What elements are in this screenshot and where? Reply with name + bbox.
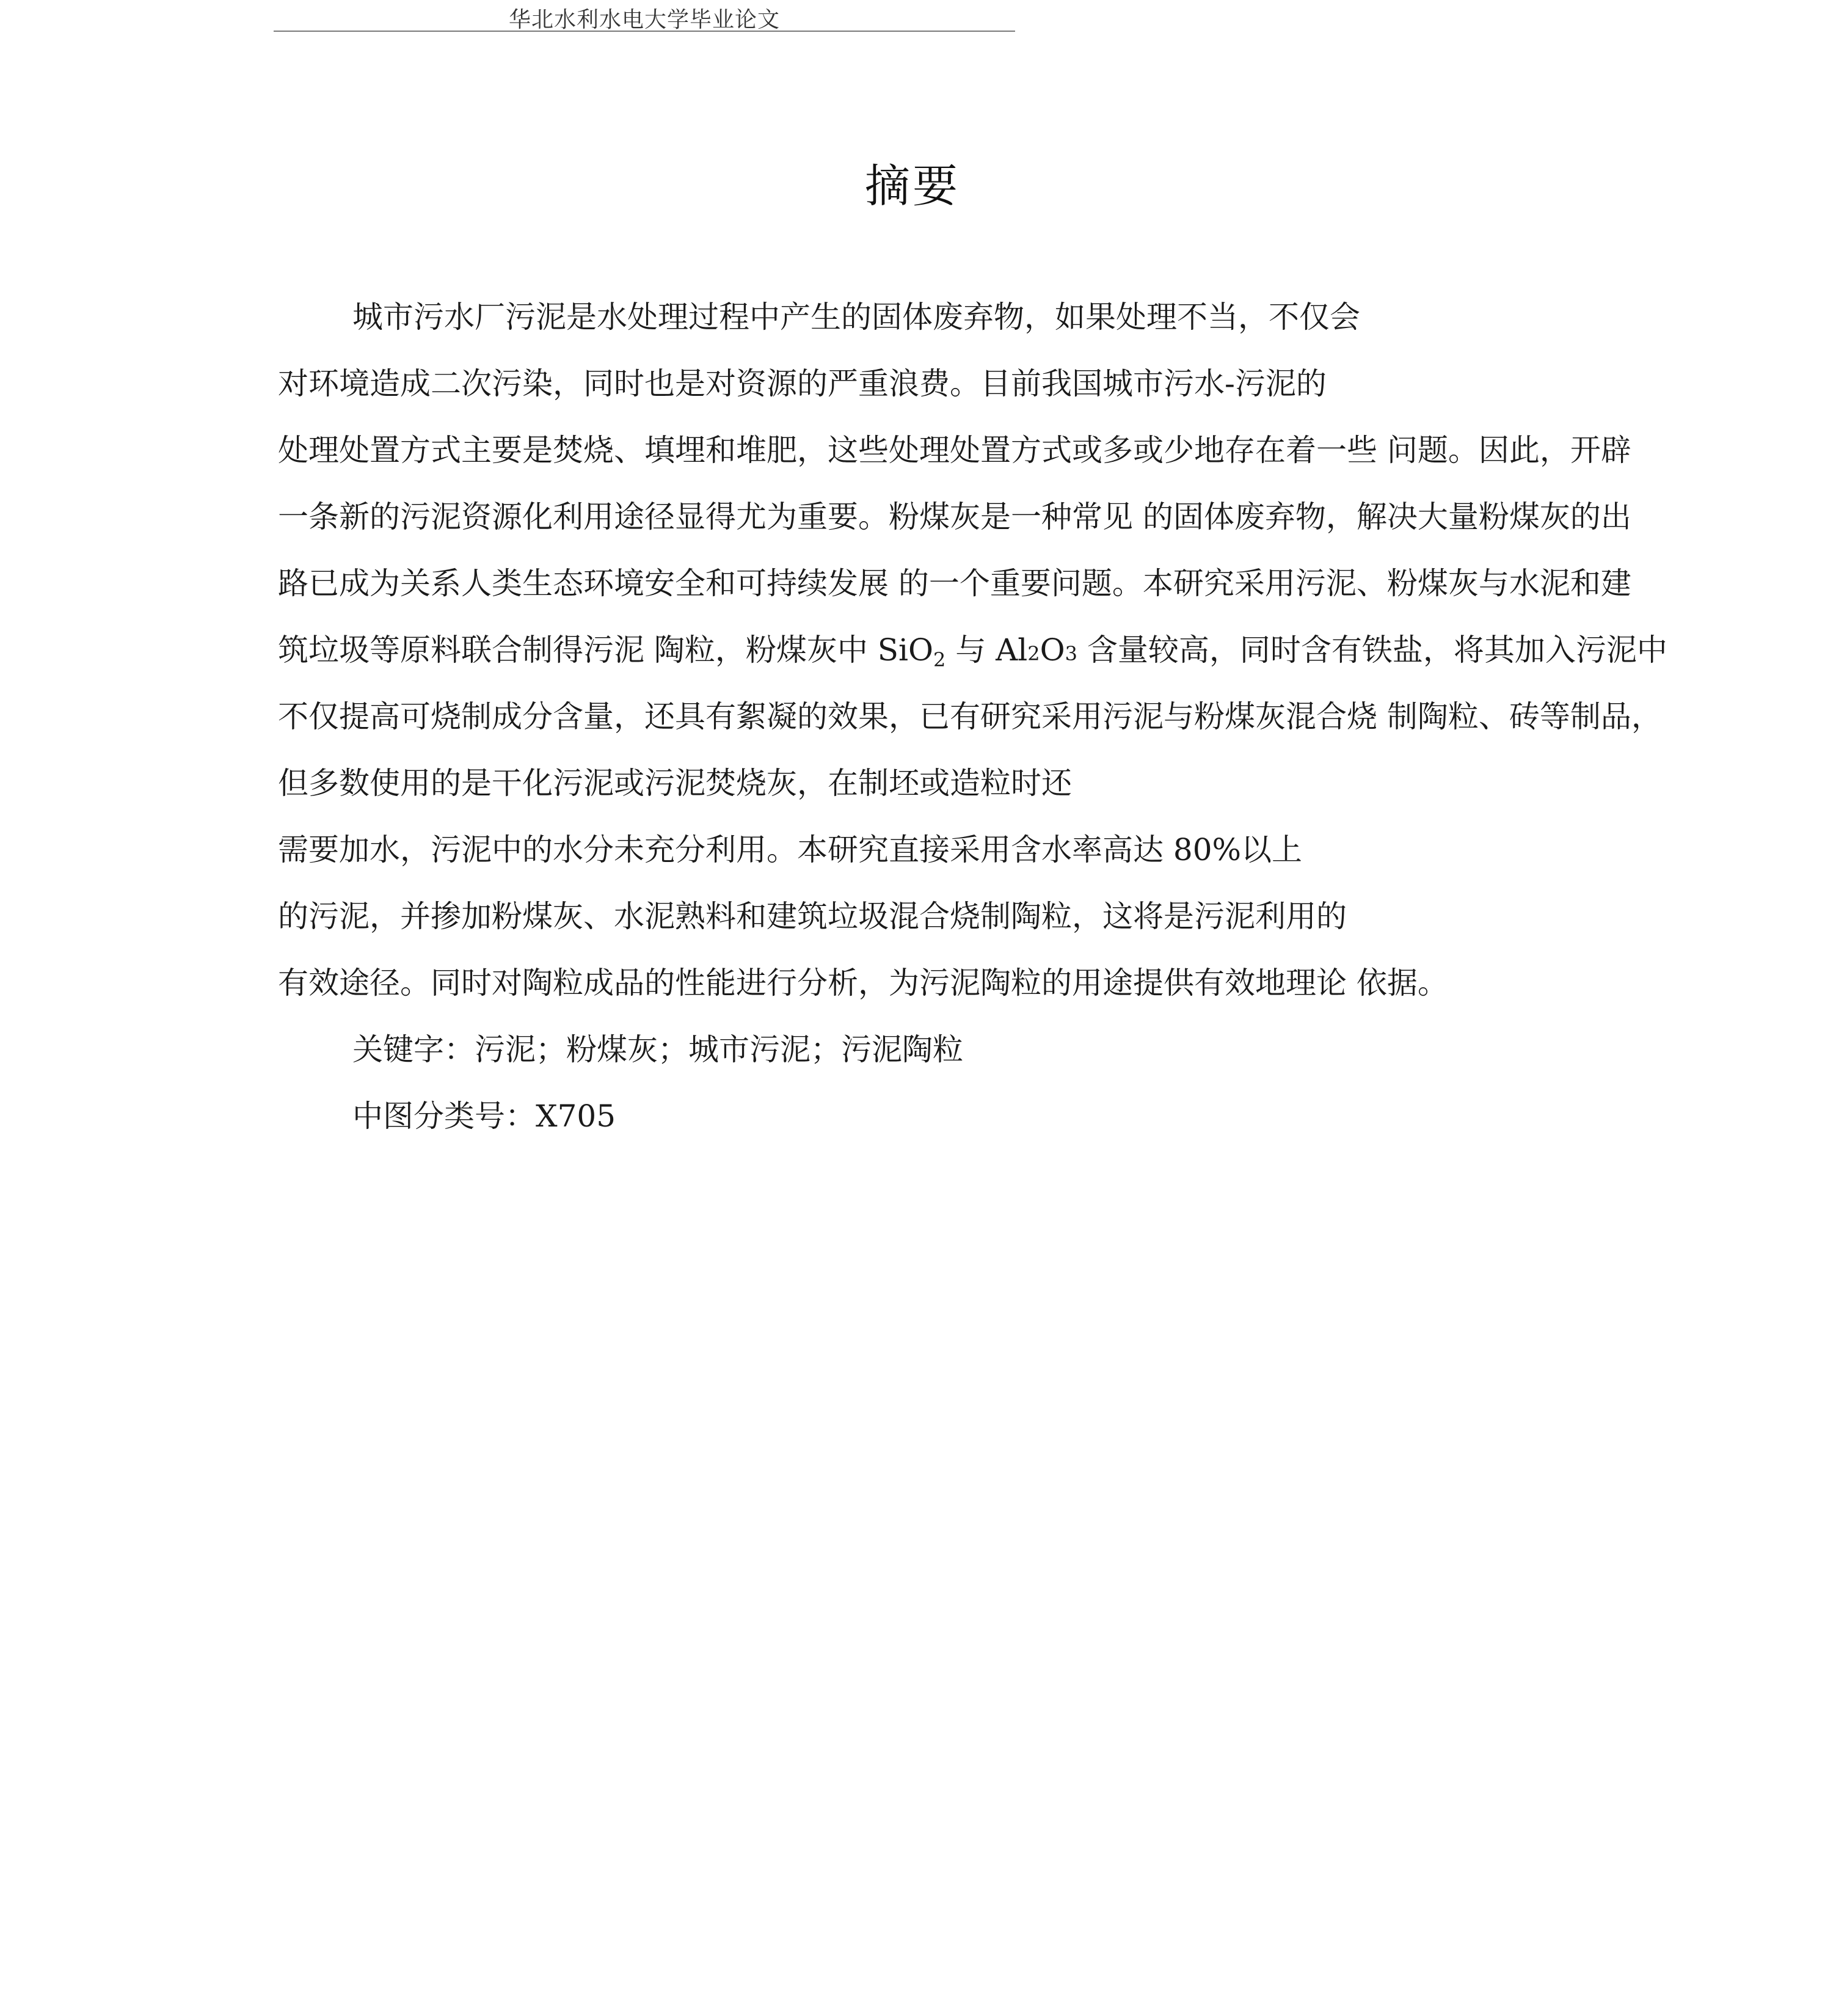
header-title: 华北水利水电大学毕业论文 (508, 7, 780, 32)
subscript: 2 (933, 648, 946, 671)
abstract-line: 有效途径。同时对陶粒成品的性能进行分析，为污泥陶粒的用途提供有效地理论 依据。 (278, 965, 1448, 1001)
abstract-line: 处理处置方式主要是焚烧、填埋和堆肥，这些处理处置方式或多或少地存在着一些 问题。因此，开辟 (278, 433, 1631, 468)
abstract-title: 摘要 (865, 160, 960, 213)
abstract-line-formula (278, 617, 1768, 684)
abstract-body (278, 284, 1768, 1150)
abstract-line: 不仅提高可烧制成分含量，还具有絮凝的效果，已有研究采用污泥与粉煤灰混合烧 制陶粒、砖等制品， (278, 699, 1662, 734)
classification-number: 中图分类号：X705 (352, 1098, 616, 1134)
formula-text: 与 Al (945, 632, 1028, 668)
abstract-line: 对环境造成二次污染，同时也是对资源的严重浪费。目前我国城市污水-污泥的 (278, 366, 1327, 401)
abstract-line: 的污泥，并掺加粉煤灰、水泥熟料和建筑垃圾混合烧制陶粒，这将是污泥利用的 (278, 899, 1347, 934)
abstract-line: 但多数使用的是干化污泥或污泥焚烧灰，在制坯或造粒时还 (278, 765, 1072, 801)
subscript: 2 (1027, 642, 1040, 665)
subscript: 3 (1065, 642, 1077, 665)
formula-text: O (1040, 632, 1065, 668)
formula-text: 筑垃圾等原料联合制得污泥 陶粒，粉煤灰中 SiO (278, 632, 934, 668)
abstract-line: 一条新的污泥资源化利用途径显得尤为重要。粉煤灰是一种常见 的固体废弃物，解决大量粉煤灰的出 (278, 499, 1631, 535)
formula-text: 含量较高，同时含有铁盐，将其加入污泥中 (1077, 632, 1667, 668)
keywords: 关键字：污泥；粉煤灰；城市污泥；污泥陶粒 (352, 1032, 963, 1067)
abstract-line: 路已成为关系人类生态环境安全和可持续发展 的一个重要问题。本研究采用污泥、粉煤灰与水泥和建 (278, 566, 1631, 601)
abstract-line: 需要加水，污泥中的水分未充分利用。本研究直接采用含水率高达 80%以上 (278, 832, 1303, 867)
page-header (274, 0, 1015, 32)
abstract-line: 城市污水厂污泥是水处理过程中产生的固体废弃物，如果处理不当，不仅会 (352, 299, 1360, 335)
